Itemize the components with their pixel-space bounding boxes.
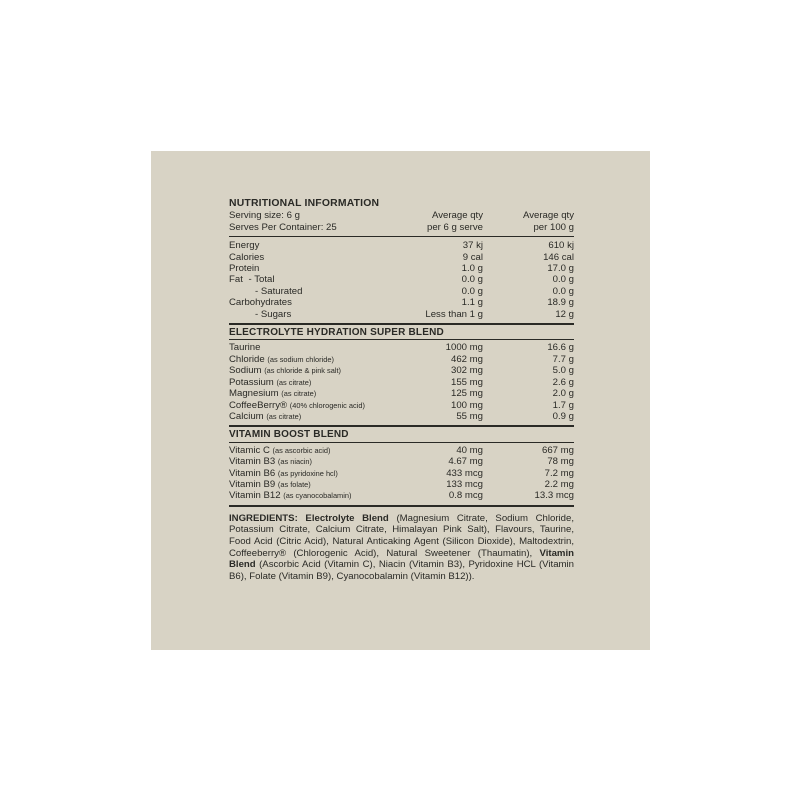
per-serve-value: 0.0 g xyxy=(461,285,483,297)
table-row xyxy=(229,342,574,353)
nutrient-name: Carbohydrates xyxy=(229,297,292,309)
per-serve-value: 4.67 mg xyxy=(448,456,483,468)
ingredients-label: INGREDIENTS: xyxy=(229,512,298,524)
ingredient-note: (as chloride & pink salt) xyxy=(264,366,342,376)
ingredient-name: CoffeeBerry® xyxy=(229,399,288,411)
per-serve-value: 462 mg xyxy=(451,353,483,365)
per-100-value: 7.2 mg xyxy=(544,467,574,479)
header-row-2 xyxy=(229,222,574,233)
per-serve-value: 133 mcg xyxy=(446,478,483,490)
table-row xyxy=(229,456,574,467)
per-100-value: 0.0 g xyxy=(552,274,574,286)
table-row xyxy=(229,309,574,320)
electrolyte-blend-text: (Magnesium Citrate, Sodium Chloride, Potassium Citrate, Calcium Citrate, Himalayan Pink Salt), Flavours, Taurine, Food Acid (Citric Acid), Natural Anticaking Agent (Silicon Dioxide), Maltodextrin, Coffeeberry® (Chlorogenic Acid), Natural Sweetener (Thaumatin), xyxy=(229,512,575,559)
divider xyxy=(229,442,574,443)
ingredient-note: (as sodium chloride) xyxy=(267,354,334,364)
table-row xyxy=(229,286,574,297)
ingredient-note: (as citrate) xyxy=(266,411,302,421)
divider xyxy=(229,339,574,340)
section-divider xyxy=(229,505,574,507)
nutrition-rows xyxy=(229,240,574,320)
per-100-value: 16.6 g xyxy=(547,342,574,354)
table-row xyxy=(229,490,574,501)
nutrition-panel xyxy=(151,151,650,650)
ingredient-name: Vitamin B12 xyxy=(229,490,281,502)
per-100-value: 667 mg xyxy=(542,444,574,456)
table-row xyxy=(229,479,574,490)
ingredient-note: (as pyridoxine hcl) xyxy=(277,468,338,478)
table-row xyxy=(229,274,574,285)
ingredient-note: (as citrate) xyxy=(281,389,317,399)
per-serve-value: Less than 1 g xyxy=(425,308,483,320)
ingredient-name: Taurine xyxy=(229,342,261,354)
table-row xyxy=(229,388,574,399)
per-100-value: 17.0 g xyxy=(547,263,574,275)
per-serve-value: 125 mg xyxy=(451,388,483,400)
ingredient-note: (as citrate) xyxy=(276,377,312,387)
table-row xyxy=(229,468,574,479)
per-serve-value: 0.0 g xyxy=(461,274,483,286)
per-serve-value: 302 mg xyxy=(451,365,483,377)
ingredient-name: Magnesium xyxy=(229,388,279,400)
ingredient-note: (as folate) xyxy=(277,479,311,489)
ingredient-note: (40% chlorogenic acid) xyxy=(289,400,365,410)
per-serve-value: 1000 mg xyxy=(445,342,483,354)
per-100-value: 5.0 g xyxy=(552,365,574,377)
per-100-value: 13.3 mcg xyxy=(534,490,574,502)
per-serve-value: 1.0 g xyxy=(461,263,483,275)
table-row xyxy=(229,377,574,388)
ingredient-note: (as ascorbic acid) xyxy=(272,445,331,455)
nutrient-name: Calories xyxy=(229,251,265,263)
per-100-value: 78 mg xyxy=(547,456,574,468)
per-serve-value: 1.1 g xyxy=(461,297,483,309)
per-100-value: 12 g xyxy=(555,308,574,320)
ingredient-note: (as cyanocobalamin) xyxy=(283,491,352,501)
table-row xyxy=(229,252,574,263)
nutrition-label xyxy=(229,198,574,582)
table-row xyxy=(229,263,574,274)
table-row xyxy=(229,240,574,251)
nutrient-name: - Saturated xyxy=(255,285,303,297)
ingredient-name: Vitamic C xyxy=(229,444,270,456)
col3-head-2: per 100 g xyxy=(533,221,574,233)
table-row xyxy=(229,297,574,308)
table-row xyxy=(229,445,574,456)
per-100-value: 18.9 g xyxy=(547,297,574,309)
serving-size: Serving size: 6 g xyxy=(229,210,300,222)
table-row xyxy=(229,365,574,376)
electrolyte-section-title: ELECTROLYTE HYDRATION SUPER BLEND xyxy=(229,327,444,339)
electrolyte-blend-label: Electrolyte Blend xyxy=(305,512,389,524)
per-100-value: 610 kj xyxy=(548,240,574,252)
vitamin-rows xyxy=(229,445,574,502)
nutrient-name: Fat xyxy=(229,274,243,286)
ingredient-name: Vitamin B9 xyxy=(229,478,276,490)
per-100-value: 2.0 g xyxy=(552,388,574,400)
ingredient-note: (as niacin) xyxy=(277,457,312,467)
per-100-value: 0.9 g xyxy=(552,410,574,422)
per-100-value: 146 cal xyxy=(543,251,574,263)
serves-per-container: Serves Per Container: 25 xyxy=(229,221,337,233)
ingredient-name: Chloride xyxy=(229,353,265,365)
header-row-1 xyxy=(229,210,574,221)
ingredients-paragraph xyxy=(229,510,574,583)
ingredient-name: Calcium xyxy=(229,410,264,422)
per-100-value: 2.2 mg xyxy=(544,478,574,490)
col3-head-1: Average qty xyxy=(522,210,574,222)
per-serve-value: 100 mg xyxy=(451,399,483,411)
per-100-value: 2.6 g xyxy=(552,376,574,388)
divider xyxy=(229,236,574,237)
per-serve-value: 9 cal xyxy=(462,251,483,263)
electrolyte-rows xyxy=(229,342,574,422)
label-title: NUTRITIONAL INFORMATION xyxy=(229,198,380,209)
table-row xyxy=(229,354,574,365)
ingredient-name: Vitamin B6 xyxy=(229,467,276,479)
nutrient-name: Energy xyxy=(229,240,260,252)
nutrient-name: - Sugars xyxy=(255,308,292,320)
table-row xyxy=(229,411,574,422)
per-serve-value: 37 kj xyxy=(462,240,483,252)
per-100-value: 1.7 g xyxy=(552,399,574,411)
vitamin-blend-text: (Ascorbic Acid (Vitamin C), Niacin (Vitamin B3), Pyridoxine HCL (Vitamin B6), Folate (Vitamin B9), Cyanocobalamin (Vitamin B12)). xyxy=(229,559,574,582)
per-100-value: 7.7 g xyxy=(552,353,574,365)
nutrient-subname: - Total xyxy=(248,274,275,286)
vitamin-blend-label: Vitamin Blend xyxy=(229,547,574,571)
ingredient-name: Vitamin B3 xyxy=(229,456,276,468)
ingredient-name: Sodium xyxy=(229,365,262,377)
nutrient-name: Protein xyxy=(229,263,260,275)
per-serve-value: 155 mg xyxy=(451,376,483,388)
ingredient-name: Potassium xyxy=(229,376,274,388)
vitamin-section-title: VITAMIN BOOST BLEND xyxy=(229,429,349,441)
per-serve-value: 433 mcg xyxy=(446,467,483,479)
per-serve-value: 0.8 mcg xyxy=(448,490,483,502)
per-serve-value: 55 mg xyxy=(456,410,483,422)
table-row xyxy=(229,400,574,411)
col2-head-1: Average qty xyxy=(431,210,483,222)
per-100-value: 0.0 g xyxy=(552,285,574,297)
per-serve-value: 40 mg xyxy=(456,444,483,456)
col2-head-2: per 6 g serve xyxy=(427,221,483,233)
